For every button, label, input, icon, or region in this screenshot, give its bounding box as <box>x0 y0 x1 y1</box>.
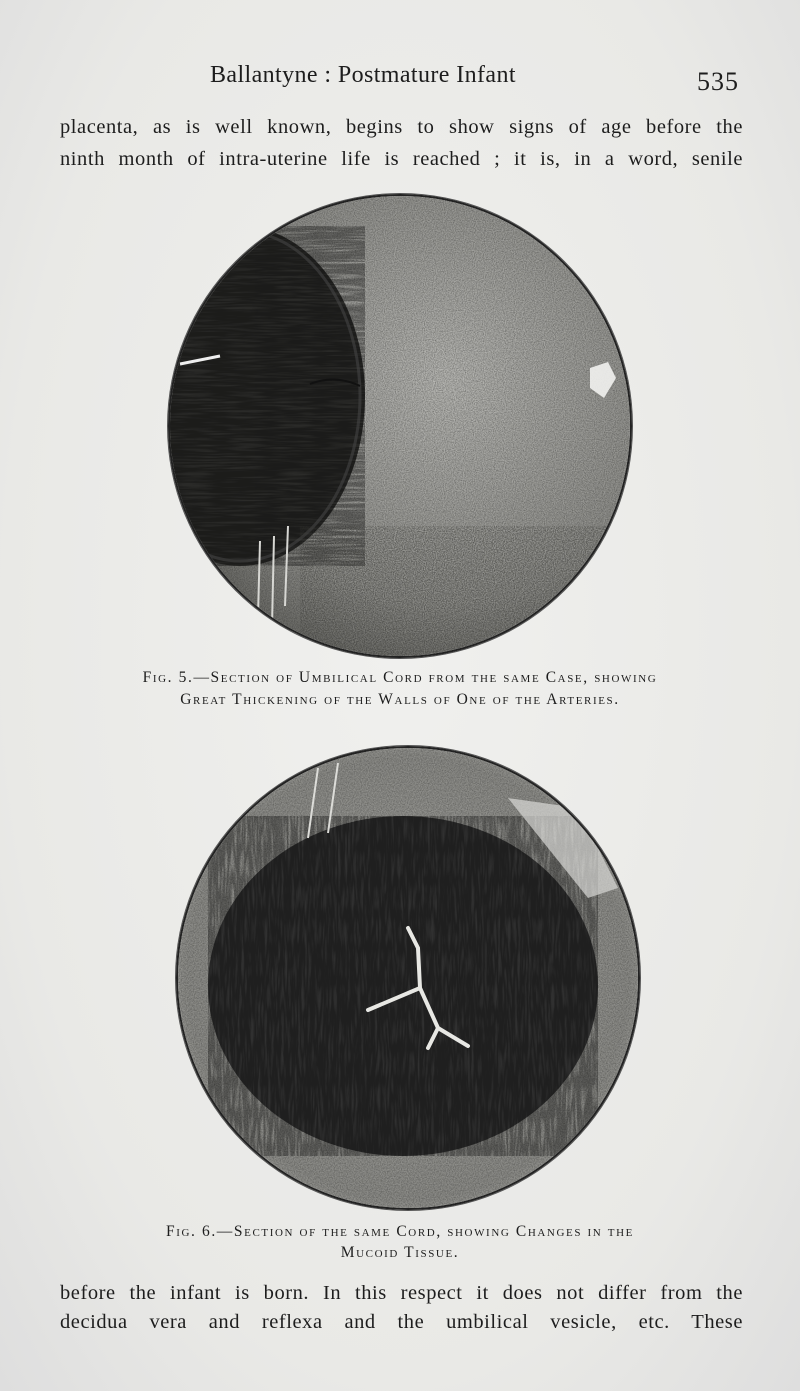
running-title: Ballantyne : Postmature Infant <box>210 62 516 88</box>
body-text-line: ninth month of intra-uterine life is reached ; it is, in a word, senile <box>60 148 743 170</box>
figure-6-caption: Fig. 6.—Section of the same Cord, showing Changes in the <box>166 1223 634 1240</box>
body-text-line: decidua vera and reflexa and the umbilical vesicle, etc. These <box>60 1311 743 1333</box>
figure-5-micrograph <box>168 194 632 658</box>
figure-5-caption: Great Thickening of the Walls of One of the Arteries. <box>180 691 620 708</box>
running-head <box>0 62 800 96</box>
figure-6-micrograph <box>176 746 640 1210</box>
page-number: 535 <box>697 67 739 96</box>
body-text-line: before the infant is born. In this respect it does not differ from the <box>60 1282 743 1304</box>
figure-6-caption: Mucoid Tissue. <box>340 1244 460 1261</box>
figure-5-caption: Fig. 5.—Section of Umbilical Cord from the same Case, showing <box>142 669 658 686</box>
body-text-line: placenta, as is well known, begins to show signs of age before the <box>60 116 743 138</box>
